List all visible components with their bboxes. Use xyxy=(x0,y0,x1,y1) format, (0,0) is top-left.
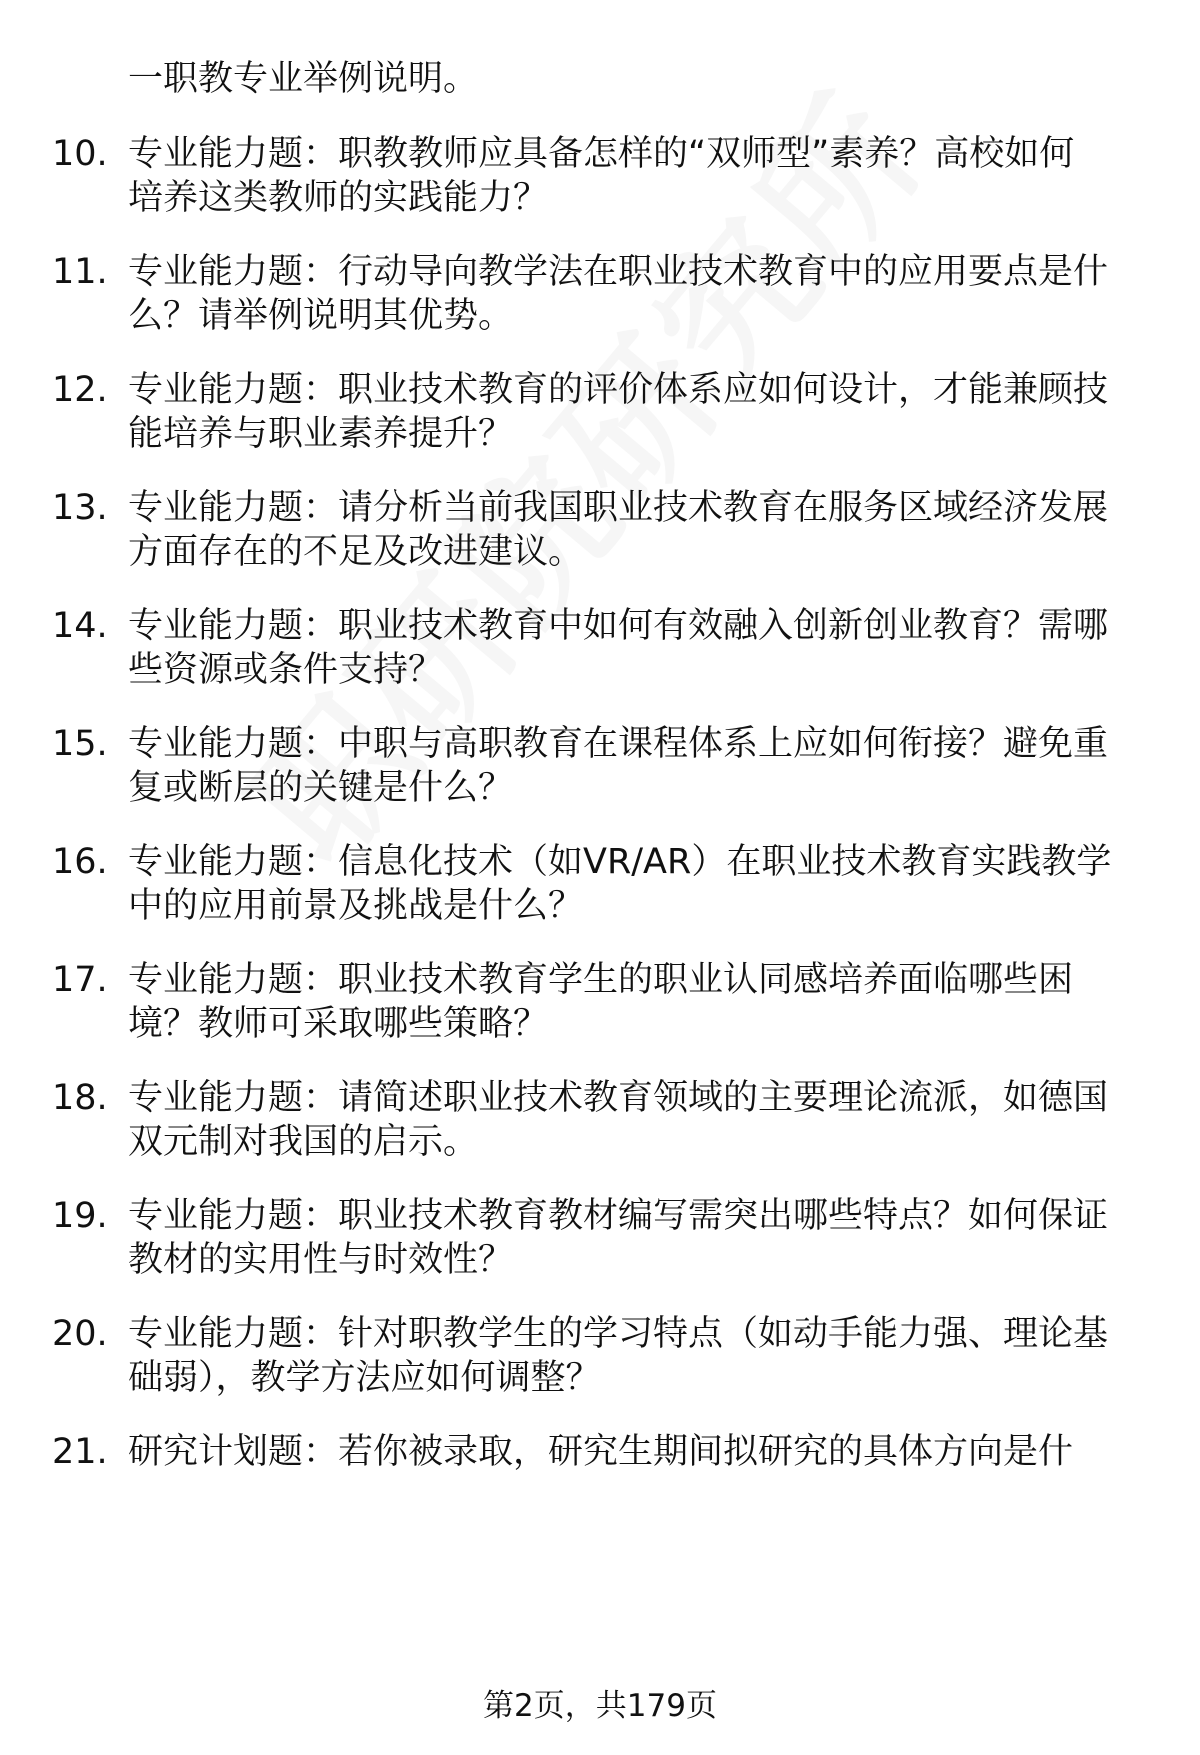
item-number: 19. xyxy=(52,1196,108,1236)
continuation-line: 一职教专业举例说明。 xyxy=(128,59,479,99)
item-text-line: 复或断层的关键是什么？ xyxy=(128,768,514,808)
item-number: 14. xyxy=(52,606,108,646)
item-text-line: 方面存在的不足及改进建议。 xyxy=(128,532,584,572)
item-text-line: 专业能力题：针对职教学生的学习特点（如动手能力强、理论基 xyxy=(128,1314,1109,1354)
item-text-line: 专业能力题：职业技术教育中如何有效融入创新创业教育？需哪 xyxy=(128,606,1109,646)
item-text-line: 境？教师可采取哪些策略？ xyxy=(128,1004,549,1044)
item-text-line: 么？请举例说明其优势。 xyxy=(128,296,514,336)
item-number: 17. xyxy=(52,960,108,1000)
item-text-line: 双元制对我国的启示。 xyxy=(128,1122,479,1162)
page-footer: 第2页，共179页 xyxy=(483,1688,717,1724)
item-number: 16. xyxy=(52,842,108,882)
item-number: 21. xyxy=(52,1432,108,1472)
item-text-line: 研究计划题：若你被录取，研究生期间拟研究的具体方向是什 xyxy=(128,1432,1074,1472)
item-number: 12. xyxy=(52,370,108,410)
item-text-line: 专业能力题：行动导向教学法在职业技术教育中的应用要点是什 xyxy=(128,252,1109,292)
item-text-line: 专业能力题：信息化技术（如VR/AR）在职业技术教育实践教学 xyxy=(128,842,1112,882)
item-text-line: 专业能力题：职教教师应具备怎样的“双师型”素养？高校如何 xyxy=(128,134,1075,174)
item-number: 13. xyxy=(52,488,108,528)
item-text-line: 培养这类教师的实践能力？ xyxy=(128,178,549,218)
item-text-line: 能培养与职业素养提升？ xyxy=(128,414,514,454)
item-number: 11. xyxy=(52,252,108,292)
item-text-line: 础弱），教学方法应如何调整？ xyxy=(128,1358,601,1398)
item-text-line: 专业能力题：职业技术教育教材编写需突出哪些特点？如何保证 xyxy=(128,1196,1109,1236)
item-number: 10. xyxy=(52,134,108,174)
item-text-line: 专业能力题：请简述职业技术教育领域的主要理论流派，如德国 xyxy=(128,1078,1109,1118)
item-number: 15. xyxy=(52,724,108,764)
item-number: 20. xyxy=(52,1314,108,1354)
item-text-line: 些资源或条件支持？ xyxy=(128,650,444,690)
item-text-line: 专业能力题：中职与高职教育在课程体系上应如何衔接？避免重 xyxy=(128,724,1109,764)
item-text-line: 教材的实用性与时效性？ xyxy=(128,1240,514,1280)
item-text-line: 中的应用前景及挑战是什么？ xyxy=(128,886,584,926)
item-number: 18. xyxy=(52,1078,108,1118)
item-text-line: 专业能力题：职业技术教育学生的职业认同感培养面临哪些困 xyxy=(128,960,1074,1000)
item-text-line: 专业能力题：职业技术教育的评价体系应如何设计，才能兼顾技 xyxy=(128,370,1109,410)
item-text-line: 专业能力题：请分析当前我国职业技术教育在服务区域经济发展 xyxy=(128,488,1109,528)
